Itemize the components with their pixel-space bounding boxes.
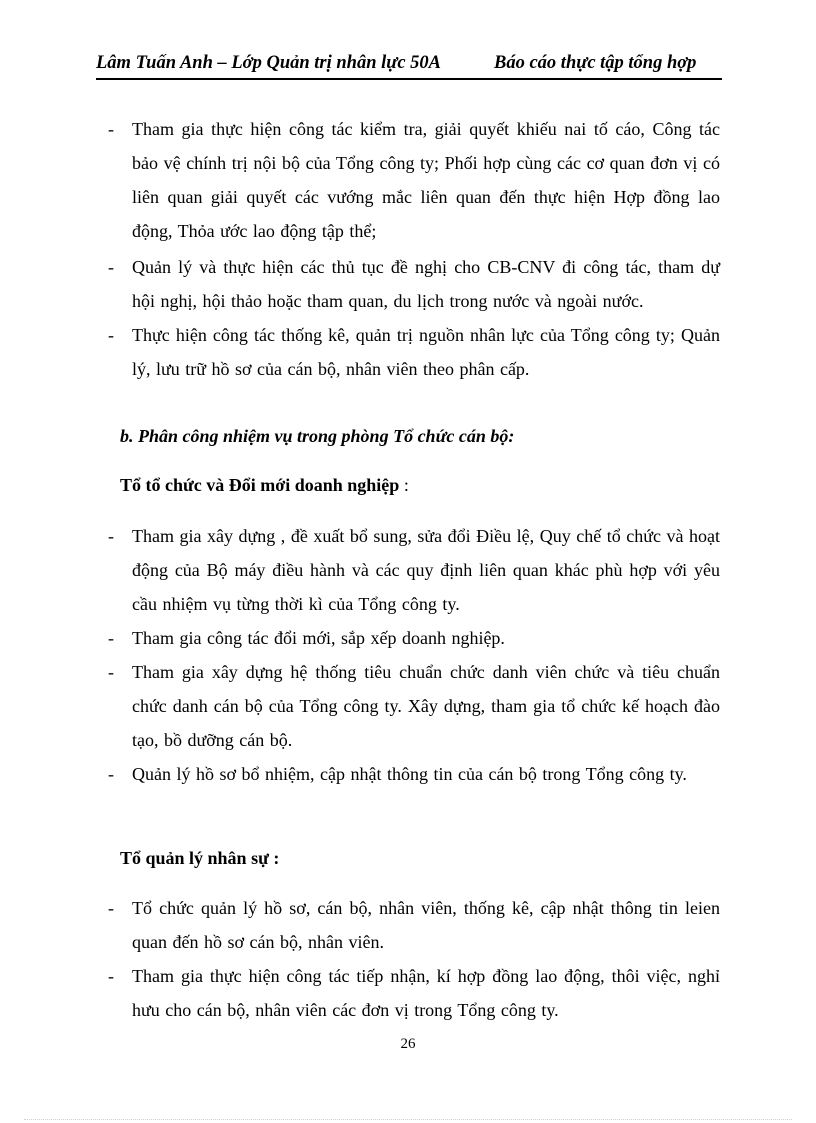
list-item-text: Tổ chức quản lý hồ sơ, cán bộ, nhân viên, thống kê, cập nhật thông tin leien quan đến hồ sơ cán bộ, nhân viên. bbox=[132, 898, 720, 952]
group-heading-org-text: Tổ tổ chức và Đổi mới doanh nghiệp bbox=[120, 475, 400, 495]
bullet-dash: - bbox=[108, 526, 114, 546]
bullet-dash: - bbox=[108, 119, 114, 139]
list-item-text: Tham gia thực hiện công tác kiểm tra, giải quyết khiếu nai tố cáo, Công tác bảo vệ chính trị nội bộ của Tổng công ty; Phối hợp cùng các cơ quan đơn vị có liên quan giải quyết các vướng mắc liên quan đến thực hiện Hợp đồng lao động, Thỏa ước lao động tập thể; bbox=[132, 119, 720, 241]
list-item bbox=[108, 318, 720, 386]
bullet-dash: - bbox=[108, 662, 114, 682]
list-item-text: Quản lý và thực hiện các thủ tục đề nghị cho CB-CNV đi công tác, tham dự hội nghị, hội thảo hoặc tham quan, du lịch trong nước và ngoài nước. bbox=[132, 257, 720, 311]
group-heading-org bbox=[120, 475, 409, 496]
header-author: Lâm Tuấn Anh – Lớp Quản trị nhân lực 50A bbox=[96, 53, 442, 73]
list-item-text: Thực hiện công tác thống kê, quản trị nguồn nhân lực của Tổng công ty; Quản lý, lưu trữ hồ sơ của cán bộ, nhân viên theo phân cấp. bbox=[132, 325, 720, 379]
bullet-dash: - bbox=[108, 325, 114, 345]
list-item-text: Quản lý hồ sơ bổ nhiệm, cập nhật thông tin của cán bộ trong Tổng công ty. bbox=[132, 764, 687, 784]
list-item bbox=[108, 891, 720, 959]
list-item-text: Tham gia xây dựng , đề xuất bổ sung, sửa đổi Điều lệ, Quy chế tổ chức và hoạt động của Bộ máy điều hành và các quy định liên quan khác phù hợp với yêu cầu nhiệm vụ từng thời kì của Tổng công ty. bbox=[132, 526, 720, 614]
list-item bbox=[108, 621, 720, 655]
list-item bbox=[108, 959, 720, 1027]
section-b-heading: b. Phân công nhiệm vụ trong phòng Tổ chức cán bộ: bbox=[120, 426, 515, 446]
bullet-dash: - bbox=[108, 898, 114, 918]
group-heading-colon: : bbox=[399, 475, 409, 495]
header-title: Báo cáo thực tập tổng hợp bbox=[494, 53, 697, 73]
list-item-text: Tham gia xây dựng hệ thống tiêu chuẩn chức danh viên chức và tiêu chuẩn chức danh cán bộ của Tổng công ty. Xây dựng, tham gia tổ chức kế hoạch đào tạo, bồ dưỡng cán bộ. bbox=[132, 662, 720, 750]
bullet-dash: - bbox=[108, 257, 114, 277]
bullet-dash: - bbox=[108, 966, 114, 986]
group-heading-personnel: Tổ quản lý nhân sự : bbox=[120, 848, 280, 868]
list-item bbox=[108, 112, 720, 248]
page-number: 26 bbox=[400, 1036, 416, 1052]
bullet-dash: - bbox=[108, 628, 114, 648]
list-item bbox=[108, 757, 720, 791]
list-item-text: Tham gia công tác đổi mới, sắp xếp doanh nghiệp. bbox=[132, 628, 505, 648]
list-item bbox=[108, 519, 720, 621]
page-bottom-divider bbox=[24, 1119, 792, 1120]
list-item-text: Tham gia thực hiện công tác tiếp nhận, kí hợp đồng lao động, thôi việc, nghỉ hưu cho cán bộ, nhân viên các đơn vị trong Tổng công ty. bbox=[132, 966, 720, 1020]
bullet-dash: - bbox=[108, 764, 114, 784]
list-item bbox=[108, 250, 720, 318]
list-item bbox=[108, 655, 720, 757]
page-header bbox=[96, 50, 722, 80]
